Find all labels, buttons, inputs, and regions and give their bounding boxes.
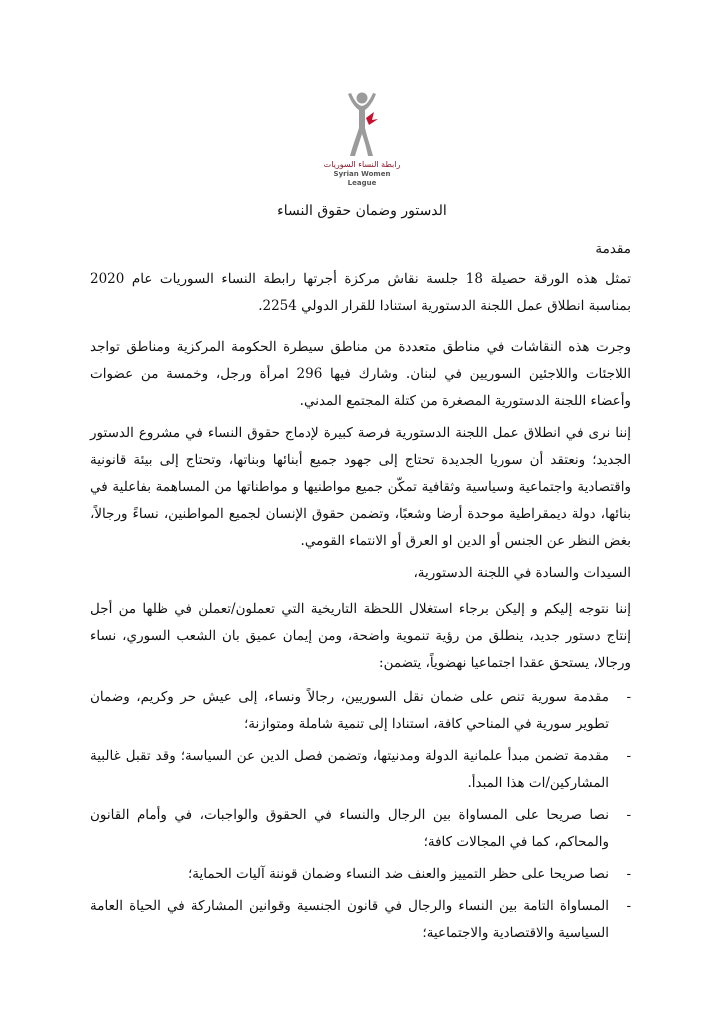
paragraph-3: إننا نرى في انطلاق عمل اللجنة الدستورية فرصة كبيرة لإدماج حقوق النساء في مشروع الدستور الجديد؛ ونعتقد أن سوريا الجديدة تحتاج إلى جهود جميع أبنائها وبناتها، وتحتاج إلى بيئة قانونية واقتصادية واجتماعية وسياسية وثقافية تمكّن جميع مواطنيها و مواطناتها من المساهمة بفاعلية في بنائها، دولة ديمقراطية موحدة أرضا وشعبًا، وتضمن حقوق الإنسان لجميع المواطنين، نساءً ورجالاً، بغض النظر عن الجنس أو الدين او العرق أو الانتماء القومي. xyxy=(90,425,631,549)
list-item xyxy=(90,893,631,947)
paragraph-2: وجرت هذه النقاشات في مناطق متعددة من مناطق سيطرة الحكومة المركزية ومناطق تواجد اللاجئات واللاجئين السوريين في لبنان. وشارك فيها 296 امرأة ورجل، وخمسة من عضوات وأعضاء اللجنة الدستورية المصغرة من كتلة المجتمع المدني. xyxy=(90,339,631,409)
bullet-dash: - xyxy=(626,898,631,914)
demands-list xyxy=(90,684,631,952)
list-item xyxy=(90,743,631,797)
woman-figure-icon xyxy=(322,88,402,160)
intro-heading: مقدمة xyxy=(595,241,631,257)
address-line: السيدات والسادة في اللجنة الدستورية، xyxy=(413,565,631,581)
list-item xyxy=(90,684,631,738)
document-title: الدستور وضمان حقوق النساء xyxy=(277,203,447,219)
paragraph-4: إننا نتوجه إليكم و إليكن برجاء استغلال اللحظة التاريخية التي تعملون/تعملن في ظلها من أجل إنتاج دستور جديد، ينطلق من رؤية تنموية واضحة، ومن إيمان عميق بان الشعب السوري، نساء ورجالا، يستحق عقدا اجتماعيا نهضوياً، يتضمن: xyxy=(90,601,631,671)
list-item-text: نصا صريحا على حظر التمييز والعنف ضد النساء وضمان قوننة آليات الحماية؛ xyxy=(187,866,609,882)
list-item-text: المساواة التامة بين النساء والرجال في قانون الجنسية وقوانين المشاركة في الحياة العامة السياسية والاقتصادية والاجتماعية؛ xyxy=(90,898,609,941)
bullet-dash: - xyxy=(626,689,631,705)
list-item-text: مقدمة تضمن مبدأ علمانية الدولة ومدنيتها، وتضمن فصل الدين عن السياسة؛ وقد تقبل غالبية المشاركين/ات هذا المبدأ. xyxy=(90,748,609,791)
list-item xyxy=(90,861,631,888)
logo-english-name: Syrian Women League xyxy=(333,170,391,187)
bullet-dash: - xyxy=(626,748,631,764)
list-item-text: مقدمة سورية تنص على ضمان نقل السوريين، رجالاً ونساء، إلى عيش حر وكريم، وضمان تطوير سورية في المناحي كافة، استنادا إلى تنمية شاملة ومتوازنة؛ xyxy=(90,689,609,732)
paragraph-1: تمثل هذه الورقة حصيلة 18 جلسة نقاش مركزة أجرتها رابطة النساء السوريات عام 2020 بمناسبة انطلاق عمل اللجنة الدستورية استنادا للقرار الدولي 2254. xyxy=(90,271,632,314)
list-item-text: نصا صريحا على المساواة بين الرجال والنساء في الحقوق والواجبات، في وأمام القانون والمحاكم، كما في المجالات كافة؛ xyxy=(90,807,609,850)
bullet-dash: - xyxy=(626,866,631,882)
logo-arabic-name: رابطة النساء السوريات xyxy=(323,160,401,169)
syrian-women-league-logo xyxy=(322,88,402,187)
bullet-dash: - xyxy=(626,807,631,823)
list-item xyxy=(90,802,631,856)
